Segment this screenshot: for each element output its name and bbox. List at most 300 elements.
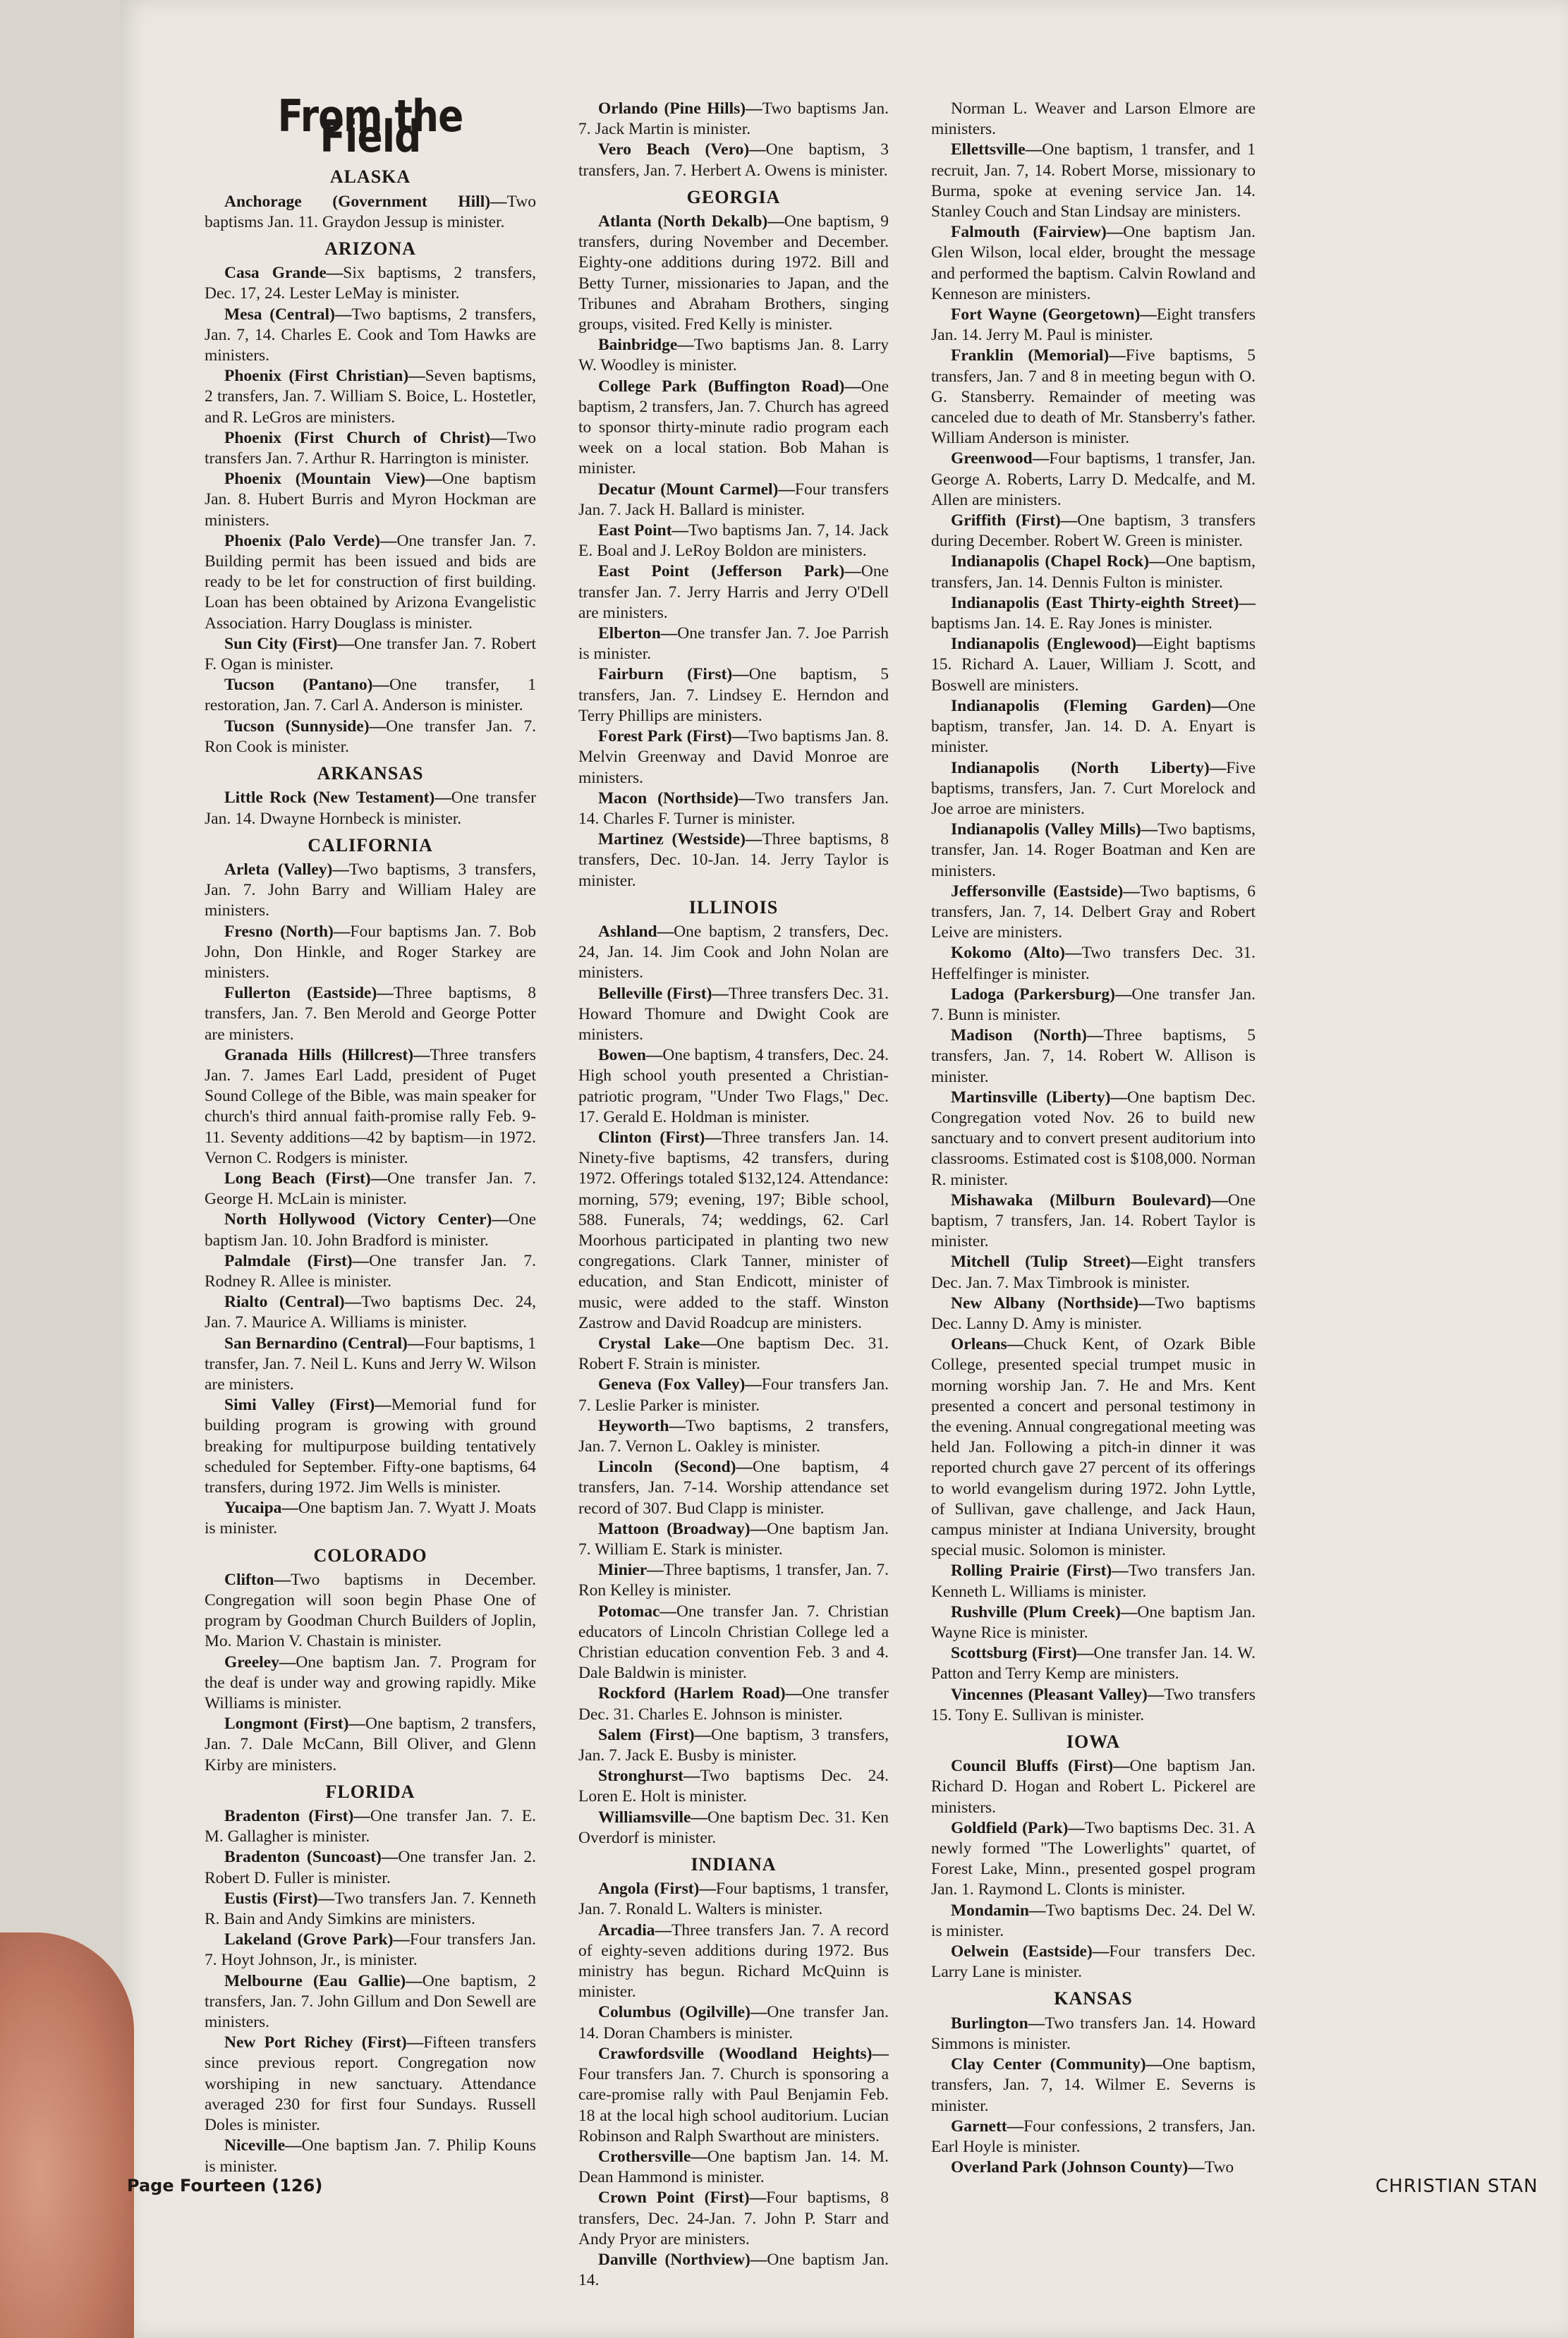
church-name: Potomac—	[598, 1602, 676, 1621]
church-report	[205, 2136, 536, 2176]
church-report	[931, 140, 1256, 222]
report-text: One transfer Jan. 7. Building permit has been issued and bids are ready to be let for construction of first building. Loan has been obtained by Arizona Evangelistic Association. Harry Douglass is minister.	[205, 531, 536, 633]
church-report	[931, 1756, 1256, 1818]
report-text: Six baptisms, 2 transfers, Dec. 17, 24. Lester LeMay is minister.	[205, 264, 536, 303]
report-text: Two transfers Jan. 14. Charles F. Turner is minister.	[578, 789, 889, 828]
church-report	[931, 222, 1256, 305]
report-text: One baptism Dec. 31. Robert F. Strain is minister.	[578, 1334, 889, 1374]
church-report	[931, 1334, 1256, 1561]
church-name: Casa Grande—	[224, 264, 344, 283]
church-name: Yucaipa—	[224, 1499, 298, 1518]
church-name: Fullerton (Eastside)—	[224, 984, 394, 1003]
report-text: Fifteen transfers since previous report. Congregation now worshiping in new sanctuary. Attendance averaged 230 for first four Sundays. Russell Doles is minister.	[205, 2033, 536, 2135]
church-name: Niceville—	[224, 2136, 302, 2155]
church-report	[578, 1128, 889, 1334]
church-report	[578, 1808, 889, 1849]
report-text: Memorial fund for building program is growing with ground breaking for multipurpose building tentatively scheduled for September. Fifty-one baptisms, 64 transfers, during 1972. Jim Wells is minister.	[205, 1396, 536, 1497]
church-name: Elberton—	[598, 624, 678, 643]
report-text: Five baptisms, 5 transfers, Jan. 7 and 8 in meeting begun with O. G. Stansberry. Remainder of meeting was canceled due to death of Mr. Stansberry's father. William Anderson is minister.	[931, 346, 1256, 448]
report-text: Eight transfers Jan. 14. Jerry M. Paul is minister.	[931, 305, 1256, 345]
church-name: Indianapolis (Valley Mills)—	[951, 820, 1158, 839]
church-name: Mitchell (Tulip Street)—	[951, 1253, 1148, 1272]
church-report	[205, 860, 536, 922]
church-report	[578, 1602, 889, 1684]
report-text: Four baptisms, 1 transfer, Jan. 7. Ronald L. Walters is minister.	[578, 1880, 889, 1919]
report-text: Two transfers Jan. 7. Kenneth R. Bain and Andy Simkins are ministers.	[205, 1889, 537, 1929]
report-text: Two baptisms Jan. 11. Graydon Jessup is minister.	[205, 192, 536, 231]
church-name: Clinton (First)—	[598, 1128, 722, 1147]
church-report	[578, 2188, 889, 2250]
church-report	[931, 1685, 1256, 1726]
church-report	[931, 511, 1256, 552]
church-report	[578, 99, 889, 140]
church-name: Orlando (Pine Hills)—	[598, 99, 762, 118]
church-report	[931, 2117, 1256, 2157]
report-text: One transfer Jan. 7. Bunn is minister.	[931, 985, 1256, 1024]
church-report	[578, 1684, 889, 1724]
church-report	[205, 1210, 536, 1250]
state-heading: GEORGIA	[686, 186, 781, 207]
report-text: One baptism Jan. Glen Wilson, local elder, brought the message and performed the baptism. Calvin Rowland and Kenneson are ministers.	[931, 223, 1256, 303]
report-text: One baptism Jan. Richard D. Hogan and Robert L. Pickerel are ministers.	[931, 1757, 1256, 1817]
church-name: Tucson (Pantano)—	[224, 676, 389, 695]
church-report	[931, 552, 1256, 592]
church-report	[931, 305, 1256, 346]
report-text: Four baptisms Jan. 7. Bob John, Don Hinkle, and Roger Starkey are ministers.	[205, 922, 536, 982]
column-3	[931, 99, 1256, 2178]
report-text: Two baptisms, 3 transfers, Jan. 7. John Barry and William Haley are ministers.	[205, 860, 537, 920]
church-report	[931, 1942, 1256, 1983]
church-name: Eustis (First)—	[224, 1889, 335, 1908]
church-name: Indianapolis (Englewood)—	[951, 635, 1153, 654]
church-name: Atlanta (North Dekalb)—	[598, 212, 784, 231]
church-name: Fresno (North)—	[224, 922, 351, 941]
report-text: One transfer Jan. 7. Christian educators of Lincoln Christian College led a Christian education convention Feb. 3 and 4. Dale Baldwin is minister.	[578, 1602, 889, 1683]
report-text: One baptism Jan. Wayne Rice is minister.	[931, 1602, 1256, 1643]
church-report	[578, 335, 889, 376]
church-report	[205, 1395, 536, 1498]
church-report	[205, 263, 536, 304]
report-text: One baptism, 1 transfer, and 1 recruit, Jan. 7, 14. Robert Morse, missionary to Burma, spoke at evening service Jan. 14. Stanley Couch and Stan Lindsay are ministers.	[931, 140, 1256, 221]
church-report	[205, 531, 536, 634]
church-name: Mesa (Central)—	[224, 305, 352, 324]
column-1-body	[205, 166, 536, 2176]
church-name: Angola (First)—	[598, 1880, 716, 1899]
state-heading: KANSAS	[1054, 1988, 1133, 2009]
church-name: Indianapolis (East Thirty-eighth Street)—	[951, 593, 1256, 612]
church-report	[578, 789, 889, 829]
church-report	[205, 1847, 536, 1888]
church-report	[205, 1889, 536, 1930]
church-report	[578, 2002, 889, 2043]
report-text: One baptism Jan. 7. Program for the deaf is under way and growing rapidly. Mike Williams is minister.	[205, 1652, 536, 1713]
report-text: Two transfers Jan. 14. Howard Simmons is minister.	[931, 2014, 1256, 2053]
church-name: Geneva (Fox Valley)—	[598, 1375, 762, 1394]
report-text: baptisms Jan. 14. E. Ray Jones is minister.	[931, 614, 1213, 633]
church-name: Bainbridge—	[598, 336, 694, 355]
church-name: Scottsburg (First)—	[951, 1644, 1094, 1663]
church-report	[931, 346, 1256, 449]
report-text: Seven baptisms, 2 transfers, Jan. 7. William S. Boice, L. Hostetler, and R. LeGros are ministers.	[205, 367, 536, 427]
report-text: One baptism, 2 transfers, Jan. 7. Dale McCann, Bill Oliver, and Glenn Kirby are ministers.	[205, 1715, 536, 1774]
page-title: From the Field	[277, 90, 463, 163]
report-text: One baptism, 2 transfers, Jan. 7. Church has agreed to sponsor thirty-minute radio program each week on a local station. Bob Mahan is minister.	[578, 377, 889, 478]
church-name: Kokomo (Alto)—	[951, 944, 1082, 963]
church-name: Ashland—	[598, 922, 674, 941]
church-name: Overland Park (Johnson County)—	[951, 2158, 1205, 2177]
church-report	[205, 1498, 536, 1539]
report-text: Four transfers Jan. 7. Leslie Parker is minister.	[578, 1375, 889, 1415]
state-heading: ILLINOIS	[688, 896, 779, 918]
church-report	[205, 1971, 536, 2033]
thumb-image	[0, 1932, 134, 2338]
church-report	[578, 480, 889, 520]
church-name: Simi Valley (First)—	[224, 1396, 391, 1415]
church-name: Lakeland (Grove Park)—	[224, 1930, 410, 1949]
state-heading: ALASKA	[329, 166, 411, 188]
church-name: Franklin (Memorial)—	[951, 346, 1126, 365]
report-text: Two baptisms in December. Congregation will soon begin Phase One of program by Goodman Church Builders of Joplin, Mo. Marion V. Chastain is minister.	[205, 1570, 536, 1651]
church-report	[578, 2147, 889, 2188]
church-report	[578, 1725, 889, 1766]
church-report	[931, 1088, 1256, 1191]
report-text: One baptism, 3 transfers, Jan. 7. Herbert A. Owens is minister.	[578, 140, 889, 180]
church-name: Martinsville (Liberty)—	[951, 1088, 1127, 1107]
church-name: Lincoln (Second)—	[598, 1458, 753, 1477]
church-report	[931, 1901, 1256, 1942]
church-report	[205, 1292, 536, 1333]
church-name: Griffith (First)—	[951, 511, 1078, 530]
report-text: Three baptisms, 8 transfers, Dec. 10-Jan. 14. Jerry Taylor is minister.	[578, 830, 889, 890]
church-report	[931, 2157, 1256, 2178]
church-report	[578, 1879, 889, 1920]
church-report	[205, 717, 536, 757]
report-text: One baptism, 7 transfers, Jan. 14. Robert Taylor is minister.	[931, 1191, 1256, 1251]
report-text: One transfer Jan. 7. Ron Cook is minister.	[205, 717, 536, 756]
report-text: One transfer Jan. 7. Jerry Harris and Jerry O'Dell are ministers.	[578, 562, 889, 622]
church-report	[578, 726, 889, 789]
report-text: One baptism, 3 transfers, Jan. 7. Jack E. Busby is minister.	[578, 1725, 889, 1765]
state-heading: INDIANA	[691, 1854, 777, 1875]
church-report	[578, 377, 889, 480]
church-name: Phoenix (Palo Verde)—	[224, 531, 397, 550]
church-name: Ellettsville—	[951, 140, 1043, 159]
column-1	[205, 90, 537, 2177]
report-text: One baptism Jan. 7. Wyatt J. Moats is minister.	[205, 1499, 536, 1538]
church-name: Rockford (Harlem Road)—	[598, 1684, 803, 1703]
church-name: Rushville (Plum Creek)—	[951, 1602, 1138, 1621]
church-name: Martinez (Westside)—	[598, 830, 762, 849]
report-text: One baptism, 2 transfers, Jan. 7. John Gillum and Don Sewell are ministers.	[205, 1971, 536, 2032]
church-name: North Hollywood (Victory Center)—	[224, 1210, 509, 1229]
church-name: New Port Richey (First)—	[224, 2033, 424, 2052]
report-text: Three baptisms, 5 transfers, Jan. 7, 14. Robert W. Allison is minister.	[931, 1026, 1256, 1086]
report-text: Two baptisms, 6 transfers, Jan. 7, 14. Delbert Gray and Robert Leive are ministers.	[931, 882, 1256, 942]
church-report	[931, 1191, 1256, 1253]
report-text: Three transfers Jan. 7. James Earl Ladd, president of Puget Sound College of the Bible, was main speaker for church's third annual faith-promise rally Feb. 9-11. Seventy additions—42 by baptism—in 1972. Vernon C. Rodgers is minister.	[205, 1045, 537, 1167]
church-name: Rialto (Central)—	[224, 1293, 362, 1312]
church-report	[578, 664, 889, 726]
church-name: Bowen—	[598, 1046, 663, 1065]
report-text: One baptism Jan. 7. William E. Stark is minister.	[578, 1519, 889, 1559]
church-name: Anchorage (Government Hill)—	[224, 192, 507, 211]
church-report	[205, 192, 536, 233]
church-name: Fort Wayne (Georgetown)—	[951, 305, 1157, 324]
report-text: Three baptisms, 8 transfers, Jan. 7. Ben Merold and George Potter are ministers.	[205, 984, 536, 1044]
report-text: Four transfers Jan. 7. Hoyt Johnson, Jr., is minister.	[205, 1930, 536, 1970]
church-report	[578, 1334, 889, 1375]
report-text: Five baptisms, transfers, Jan. 7. Curt Morelock and Joe arroe are ministers.	[931, 758, 1256, 818]
report-text: Chuck Kent, of Ozark Bible College, presented special trumpet music in morning worship Jan. 7. He and Mrs. Kent presented a concert and personal testimony in the evening. Annual congregational meeting was held Jan. Following a pitch-in dinner it was reported church gave 27 percent of its offerings to world evangelism during 1972. John Lyttle, of Sullivan, gave challenge, and Jack Haun, campus minister at Indiana University, brought special music. Solomon is minister.	[931, 1335, 1256, 1560]
church-report	[578, 829, 889, 891]
church-report	[931, 696, 1256, 758]
church-report	[205, 428, 536, 469]
report-text: Four transfers Jan. 7. Church is sponsoring a care-promise rally with Paul Benjamin Feb. 18 at the local high school auditorium. Lucian Robinson and Ralph Swarthout are ministers.	[578, 2065, 889, 2145]
church-name: Goldfield (Park)—	[951, 1818, 1085, 1837]
report-text: Norman L. Weaver and Larson Elmore are ministers.	[931, 99, 1256, 139]
church-name: Minier—	[598, 1561, 664, 1580]
state-heading: IOWA	[1066, 1731, 1121, 1753]
church-name: Palmdale (First)—	[224, 1251, 370, 1270]
church-name: Belleville (First)—	[598, 984, 729, 1003]
report-text: One baptism Jan. 14.	[578, 2250, 889, 2290]
report-text: One baptism, 4 transfers, Dec. 24. High school youth presented a Christian-patriotic program, "Under Two Flags," Dec. 17. Gerald E. Holdman is minister.	[578, 1046, 889, 1126]
church-report	[578, 1766, 889, 1807]
church-name: East Point—	[598, 521, 689, 540]
church-report	[578, 623, 889, 664]
church-name: Macon (Northside)—	[598, 789, 755, 808]
church-name: Phoenix (Mountain View)—	[224, 470, 442, 489]
church-report	[578, 984, 889, 1046]
report-text: One transfer Jan. 14. W. Patton and Terry Kemp are ministers.	[931, 1644, 1256, 1684]
church-report	[578, 1560, 889, 1601]
report-text: Eight baptisms 15. Richard A. Lauer, William J. Scott, and Boswell are ministers.	[931, 635, 1256, 695]
church-report	[578, 2044, 889, 2147]
church-report	[205, 634, 536, 675]
church-name: Jeffersonville (Eastside)—	[951, 882, 1140, 901]
report-text: Two transfers Dec. 31. Heffelfinger is minister.	[931, 944, 1256, 983]
church-name: Mishawaka (Milburn Boulevard)—	[951, 1191, 1228, 1210]
report-text: Two transfers Jan. Kenneth L. Williams is minister.	[931, 1561, 1256, 1601]
report-text: Three baptisms, 1 transfer, Jan. 7. Ron Kelley is minister.	[578, 1561, 889, 1600]
report-text: Two baptisms, transfer, Jan. 14. Roger Boatman and Ken are ministers.	[931, 820, 1256, 880]
church-name: Indianapolis (Chapel Rock)—	[951, 552, 1166, 571]
church-report	[931, 2014, 1256, 2054]
church-name: Granada Hills (Hillcrest)—	[224, 1045, 430, 1064]
church-report	[205, 1714, 536, 1776]
church-name: Burlington—	[951, 2014, 1045, 2033]
report-text: One baptism Dec. 31. Ken Overdorf is minister.	[578, 1808, 889, 1847]
church-name: Orleans—	[951, 1335, 1024, 1354]
report-text: Three transfers Jan. 14. Ninety-five baptisms, 42 transfers, during 1972. Offerings totaled $132,124. Attendance: morning, 579; evening, 197; Bible school, 588. Funerals, 74; weddings, 62. Carl Moorhous participated in planting two new congregations. Clark Tanner, minister of education, and Stan Endicott, minister of music, were added to the staff. Winston Zastrow and David Roadcup are ministers.	[578, 1128, 889, 1332]
report-text: One transfer Jan. 14. Doran Chambers is minister.	[578, 2003, 889, 2042]
report-text: Four baptisms, 1 transfer, Jan. 7. Neil L. Kuns and Jerry W. Wilson are ministers.	[205, 1334, 536, 1394]
column-2	[578, 99, 889, 2291]
report-text: Two transfers Jan. 7. Arthur R. Harrington is minister.	[205, 428, 536, 468]
report-text: One transfer Jan. 14. Dwayne Hornbeck is minister.	[205, 789, 536, 828]
report-text: Two baptisms Jan. 8. Melvin Greenway and David Monroe are ministers.	[578, 727, 889, 787]
report-text: One transfer Jan. 7. Rodney R. Allee is minister.	[205, 1251, 536, 1291]
state-heading: COLORADO	[313, 1545, 427, 1566]
church-name: Rolling Prairie (First)—	[951, 1561, 1129, 1581]
church-report	[205, 1806, 536, 1847]
report-text: Eight transfers Dec. Jan. 7. Max Timbrook is minister.	[931, 1253, 1256, 1292]
report-text: One baptism Jan. 14. M. Dean Hammond is minister.	[578, 2147, 889, 2187]
church-name: College Park (Buffington Road)—	[598, 377, 861, 396]
report-text: One transfer Jan. 7. Joe Parrish is minister.	[578, 624, 889, 664]
church-report	[578, 1375, 889, 1415]
state-heading: ARIZONA	[324, 238, 416, 260]
church-report	[578, 1457, 889, 1519]
report-text: Two	[1204, 2158, 1234, 2177]
church-report	[931, 1561, 1256, 1602]
report-text: One baptism, 3 transfers during December. Robert W. Green is minister.	[931, 511, 1256, 551]
church-report	[205, 1652, 536, 1715]
report-text: Three transfers Dec. 31. Howard Thomure and Dwight Cook are ministers.	[578, 984, 889, 1044]
report-text: Two baptisms Dec. Lanny D. Amy is minister.	[931, 1293, 1256, 1333]
church-name: Arcadia—	[598, 1920, 672, 1940]
report-text: One baptism Dec. Congregation voted Nov. 26 to build new sanctuary and to convert present auditorium into classrooms. Estimated cost is $108,000. Norman R. minister.	[931, 1088, 1256, 1189]
church-name: Phoenix (First Church of Christ)—	[224, 428, 507, 447]
church-name: Crown Point (First)—	[598, 2188, 767, 2208]
church-report	[205, 788, 536, 829]
church-name: Heyworth—	[598, 1416, 686, 1435]
church-report	[578, 1416, 889, 1457]
church-report	[578, 140, 889, 181]
church-name: Long Beach (First)—	[224, 1169, 388, 1188]
report-text: Four confessions, 2 transfers, Jan. Earl Hoyle is minister.	[931, 2117, 1256, 2156]
church-name: Columbus (Ogilville)—	[598, 2003, 767, 2022]
report-text: Two transfers 15. Tony E. Sullivan is minister.	[931, 1685, 1256, 1724]
church-name: Bradenton (First)—	[224, 1807, 370, 1826]
church-report	[578, 1045, 889, 1128]
church-report	[931, 943, 1256, 984]
church-report	[578, 212, 889, 335]
report-text: Four baptisms, 1 transfer, Jan. George A. Roberts, Larry D. Medcalfe, and M. Allen are ministers.	[931, 449, 1256, 509]
church-name: Little Rock (New Testament)—	[224, 789, 451, 808]
report-text: Four transfers Jan. 7. Jack H. Ballard is minister.	[578, 480, 889, 519]
church-name: Williamsville—	[598, 1808, 707, 1827]
state-heading: CALIFORNIA	[308, 834, 433, 856]
church-report	[931, 1602, 1256, 1643]
church-report	[205, 366, 536, 428]
church-name: Mondamin—	[951, 1901, 1046, 1920]
church-report	[931, 99, 1256, 140]
church-name: Bradenton (Suncoast)—	[224, 1848, 399, 1867]
church-report	[578, 1519, 889, 1560]
church-name: East Point (Jefferson Park)—	[598, 562, 861, 581]
church-name: Forest Park (First)—	[598, 727, 749, 746]
church-name: Sun City (First)—	[224, 634, 354, 653]
church-name: Salem (First)—	[598, 1725, 712, 1744]
church-report	[931, 820, 1256, 882]
church-name: Greenwood—	[951, 449, 1050, 468]
church-name: Ladoga (Parkersburg)—	[951, 985, 1132, 1004]
church-report	[578, 2250, 889, 2291]
church-report	[931, 1643, 1256, 1684]
report-text: Four baptisms, 8 transfers, Dec. 24-Jan. 7. John P. Starr and Andy Pryor are ministers.	[578, 2188, 889, 2248]
report-text: Two baptisms Dec. 24. Del W. is minister.	[931, 1901, 1256, 1940]
church-name: Crystal Lake—	[598, 1334, 717, 1353]
church-name: Mattoon (Broadway)—	[598, 1519, 767, 1538]
church-report	[205, 983, 536, 1045]
church-report	[205, 1045, 536, 1169]
report-text: One transfer, 1 restoration, Jan. 7. Carl A. Anderson is minister.	[205, 676, 536, 715]
masthead-footer: CHRISTIAN STAN	[1375, 2176, 1538, 2197]
church-report	[205, 922, 536, 984]
report-text: One baptism, transfers, Jan. 14. Dennis Fulton is minister.	[931, 552, 1256, 592]
church-report	[205, 1570, 536, 1652]
church-name: Clay Center (Community)—	[951, 2055, 1163, 2074]
church-report	[931, 1818, 1256, 1901]
church-report	[205, 305, 536, 367]
church-report	[931, 449, 1256, 511]
church-name: San Bernardino (Central)—	[224, 1334, 425, 1353]
church-name: Phoenix (First Christian)—	[224, 367, 425, 386]
church-name: Melbourne (Eau Gallie)—	[224, 1971, 423, 1990]
report-text: Two baptisms Dec. 31. A newly formed "The Lowerlights" quartet, of Forest Lake, Minn., presented gospel program Jan. 1. Raymond L. Clonts is minister.	[931, 1818, 1256, 1899]
report-text: One baptism, 5 transfers, Jan. 7. Lindsey E. Herndon and Terry Phillips are ministers.	[578, 665, 889, 725]
church-report	[205, 2033, 536, 2136]
church-report	[205, 675, 536, 716]
church-name: Vero Beach (Vero)—	[598, 140, 766, 159]
church-name: Decatur (Mount Carmel)—	[598, 480, 795, 499]
report-text: Two baptisms Dec. 24, Jan. 7. Maurice A. Williams is minister.	[205, 1293, 537, 1332]
report-text: Two baptisms, 2 transfers, Jan. 7, 14. Charles E. Cook and Tom Hawks are ministers.	[205, 305, 536, 365]
report-text: Four transfers Dec. Larry Lane is minister.	[931, 1942, 1256, 1982]
church-name: Indianapolis (North Liberty)—	[951, 758, 1227, 777]
report-text: Three transfers Jan. 7. A record of eighty-seven additions during 1972. Bus ministry has begun. Richard McQuinn is minister.	[578, 1920, 889, 2002]
magazine-page	[120, 0, 1568, 2338]
report-text: Two baptisms Jan. 7. Jack Martin is minister.	[578, 99, 889, 139]
report-text: One transfer Jan. 7. E. M. Gallagher is minister.	[205, 1807, 536, 1846]
church-name: Clifton—	[224, 1570, 291, 1589]
church-report	[578, 922, 889, 984]
report-text: One baptism, 9 transfers, during November and December. Eighty-one additions during 1972. Bill and Betty Turner, missionaries to Japan, and the Tribunes and Abraham Brothers, singing groups, visited. Fred Kelly is minister.	[578, 212, 889, 334]
report-text: Two baptisms Jan. 8. Larry W. Woodley is minister.	[578, 336, 889, 375]
church-report	[931, 634, 1256, 696]
church-name: Madison (North)—	[951, 1026, 1104, 1045]
church-name: Oelwein (Eastside)—	[951, 1942, 1110, 1961]
church-name: New Albany (Northside)—	[951, 1293, 1155, 1313]
report-text: Two baptisms, 2 transfers, Jan. 7. Vernon L. Oakley is minister.	[578, 1416, 889, 1456]
church-report	[578, 520, 889, 561]
church-report	[205, 1930, 536, 1971]
state-heading: FLORIDA	[325, 1781, 415, 1802]
church-name: Falmouth (Fairview)—	[951, 223, 1124, 242]
report-text: Two baptisms Dec. 24. Loren E. Holt is minister.	[578, 1767, 889, 1806]
church-name: Crawfordsville (Woodland Heights)—	[598, 2044, 889, 2063]
church-report	[205, 1169, 536, 1210]
church-report	[931, 985, 1256, 1025]
report-text: One baptism, 2 transfers, Dec. 24, Jan. 14. Jim Cook and John Nolan are ministers.	[578, 922, 889, 982]
church-report	[931, 882, 1256, 944]
report-text: One baptism Jan. 7. Philip Kouns is minister.	[205, 2136, 536, 2176]
church-name: Council Bluffs (First)—	[951, 1757, 1130, 1776]
report-text: One baptism, 4 transfers, Jan. 7-14. Worship attendance set record of 307. Bud Clapp is minister.	[578, 1458, 889, 1518]
church-report	[578, 1920, 889, 2003]
church-report	[931, 2054, 1256, 2117]
report-text: Two baptisms Jan. 7, 14. Jack E. Boal and J. LeRoy Boldon are ministers.	[578, 521, 889, 561]
report-text: One baptism Jan. 8. Hubert Burris and Myron Hockman are ministers.	[205, 470, 536, 530]
page-number: Page Fourteen (126)	[127, 2176, 323, 2196]
church-report	[931, 593, 1256, 634]
report-text: One baptism, transfers, Jan. 7, 14. Wilmer E. Severns is minister.	[931, 2055, 1256, 2115]
report-text: One baptism, transfer, Jan. 14. D. A. Enyart is minister.	[931, 696, 1256, 757]
report-text: One transfer Jan. 7. Robert F. Ogan is minister.	[205, 634, 536, 674]
church-report	[205, 1334, 536, 1396]
report-text: One transfer Jan. 7. George H. McLain is minister.	[205, 1169, 536, 1209]
